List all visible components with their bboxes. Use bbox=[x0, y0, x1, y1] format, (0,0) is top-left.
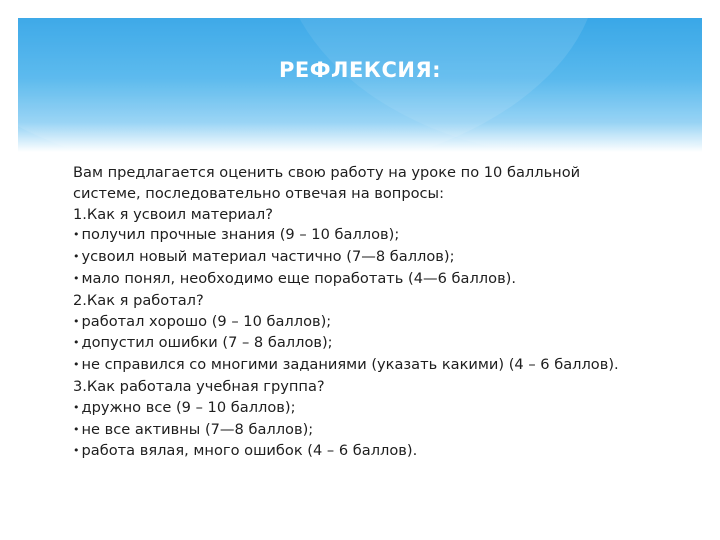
header-band bbox=[18, 18, 702, 152]
list-item bbox=[73, 225, 673, 247]
answer-text: работал хорошо (9 – 10 баллов); bbox=[81, 312, 332, 330]
list-item bbox=[73, 420, 673, 442]
list-item bbox=[73, 269, 673, 291]
bullet-icon: • bbox=[73, 400, 80, 414]
answer-text: дружно все (9 – 10 баллов); bbox=[81, 398, 296, 416]
question-1: 1.Как я усвоил материал? bbox=[73, 205, 273, 223]
answer-text: работа вялая, много ошибок (4 – 6 баллов). bbox=[81, 442, 418, 460]
list-item bbox=[73, 333, 673, 355]
list-item bbox=[73, 355, 673, 377]
bullet-icon: • bbox=[73, 336, 80, 350]
answer-text: не справился со многими заданиями (указать какими) (4 – 6 баллов). bbox=[81, 356, 619, 374]
question-3: 3.Как работала учебная группа? bbox=[73, 377, 325, 395]
list-item bbox=[73, 398, 673, 420]
list-item bbox=[73, 312, 673, 334]
bullet-icon: • bbox=[73, 444, 80, 458]
bullet-icon: • bbox=[73, 271, 80, 285]
answer-text: получил прочные знания (9 – 10 баллов); bbox=[81, 226, 400, 244]
answer-text: допустил ошибки (7 – 8 баллов); bbox=[81, 334, 333, 352]
list-item bbox=[73, 441, 673, 463]
bullet-icon: • bbox=[73, 228, 80, 242]
bullet-icon: • bbox=[73, 314, 80, 328]
answer-text: мало понял, необходимо еще поработать (4—6 баллов). bbox=[81, 269, 516, 287]
bullet-icon: • bbox=[73, 358, 80, 372]
answer-text: усвоил новый материал частично (7—8 баллов); bbox=[81, 248, 455, 266]
list-item bbox=[73, 247, 673, 269]
slide-title: РЕФЛЕКСИЯ: bbox=[278, 58, 442, 82]
answer-text: не все активны (7—8 баллов); bbox=[81, 420, 314, 438]
bullet-icon: • bbox=[73, 422, 80, 436]
intro-line-1: Вам предлагается оценить свою работу на уроке по 10 балльной bbox=[73, 164, 581, 181]
intro-line-2: системе, последовательно отвечая на вопросы: bbox=[73, 184, 445, 202]
slide-body bbox=[73, 163, 673, 463]
question-2: 2.Как я работал? bbox=[73, 291, 204, 309]
bullet-icon: • bbox=[73, 250, 80, 264]
